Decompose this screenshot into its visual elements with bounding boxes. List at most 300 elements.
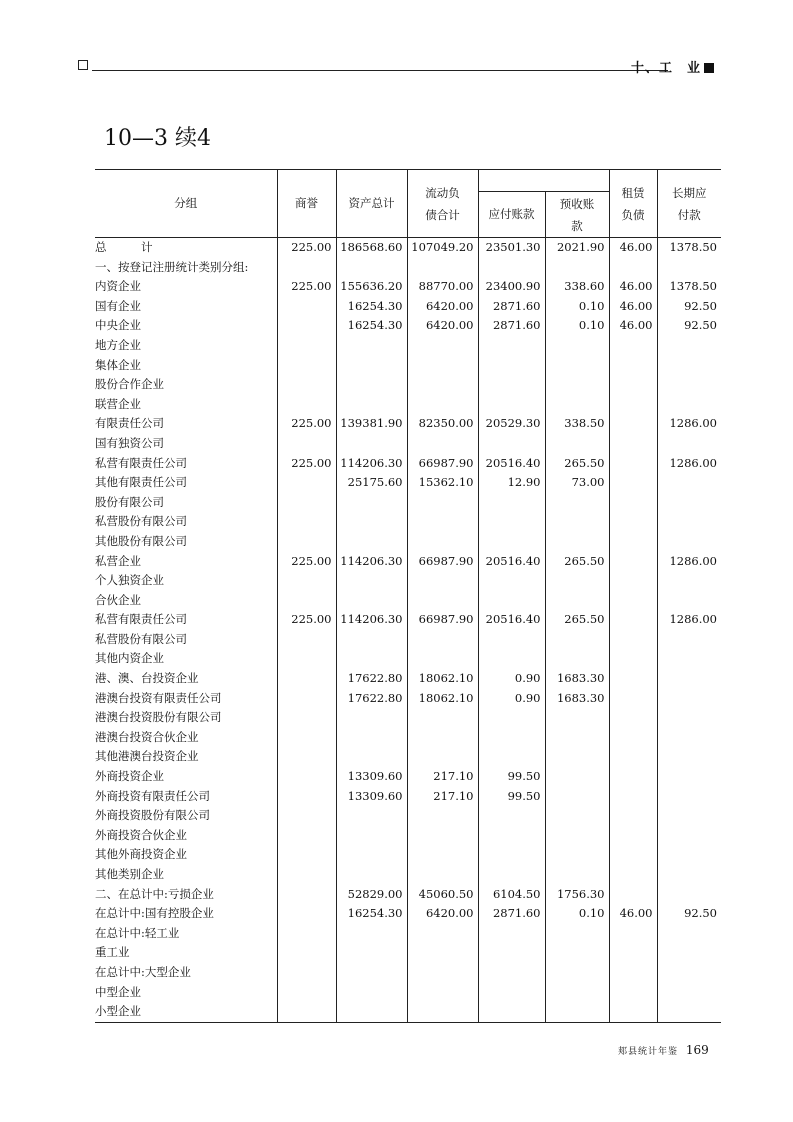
cell-advance-receipts	[545, 747, 609, 767]
cell-goodwill	[277, 963, 336, 983]
cell-lease-liabilities	[609, 473, 657, 493]
row-label: 港、澳、台投资企业	[95, 671, 199, 686]
cell-accounts-payable	[478, 826, 545, 846]
cell-long-term-payables	[657, 826, 721, 846]
cell-current-liabilities	[407, 865, 478, 885]
cell-goodwill	[277, 591, 336, 611]
cell-goodwill	[277, 316, 336, 336]
cell-long-term-payables	[657, 434, 721, 454]
cell-advance-receipts	[545, 865, 609, 885]
cell-advance-receipts	[545, 512, 609, 532]
col-header-group-blank	[478, 170, 609, 192]
cell-total-assets	[336, 728, 407, 748]
cell-total-assets: 13309.60	[336, 767, 407, 787]
cell-advance-receipts: 1683.30	[545, 689, 609, 709]
cell-lease-liabilities	[609, 689, 657, 709]
cell-current-liabilities	[407, 375, 478, 395]
cell-current-liabilities: 66987.90	[407, 454, 478, 474]
cell-long-term-payables	[657, 728, 721, 748]
cell-current-liabilities: 66987.90	[407, 552, 478, 572]
table-row	[95, 806, 721, 826]
cell-total-assets	[336, 356, 407, 376]
cell-long-term-payables	[657, 258, 721, 278]
header-rule	[92, 70, 668, 71]
cell-lease-liabilities	[609, 434, 657, 454]
cell-goodwill	[277, 336, 336, 356]
cell-advance-receipts	[545, 924, 609, 944]
col-header-accounts-payable: 应付账款	[478, 192, 545, 238]
row-label: 外商投资企业	[95, 769, 164, 784]
cell-long-term-payables	[657, 473, 721, 493]
cell-lease-liabilities	[609, 885, 657, 905]
cell-accounts-payable	[478, 630, 545, 650]
cell-accounts-payable: 0.90	[478, 669, 545, 689]
cell-total-assets	[336, 395, 407, 415]
cell-goodwill	[277, 845, 336, 865]
cell-goodwill	[277, 826, 336, 846]
table-title: 10—3 续4	[104, 126, 211, 151]
cell-lease-liabilities: 46.00	[609, 297, 657, 317]
cell-goodwill	[277, 806, 336, 826]
row-label: 国有企业	[95, 298, 141, 313]
cell-advance-receipts	[545, 591, 609, 611]
row-label: 港澳台投资合伙企业	[95, 729, 199, 744]
cell-current-liabilities	[407, 649, 478, 669]
cell-accounts-payable: 2871.60	[478, 297, 545, 317]
cell-lease-liabilities	[609, 395, 657, 415]
cell-long-term-payables	[657, 649, 721, 669]
table-row	[95, 983, 721, 1003]
cell-advance-receipts	[545, 826, 609, 846]
cell-current-liabilities	[407, 356, 478, 376]
cell-total-assets	[336, 845, 407, 865]
data-table	[95, 169, 721, 1023]
cell-long-term-payables	[657, 689, 721, 709]
page-number: 169	[685, 1043, 709, 1057]
col-header-goodwill: 商誉	[277, 170, 336, 238]
cell-lease-liabilities	[609, 669, 657, 689]
cell-lease-liabilities	[609, 493, 657, 513]
cell-goodwill	[277, 983, 336, 1003]
cell-accounts-payable	[478, 865, 545, 885]
cell-goodwill: 225.00	[277, 238, 336, 258]
cell-long-term-payables: 92.50	[657, 316, 721, 336]
row-label: 私营有限责任公司	[95, 455, 187, 470]
row-label: 其他类别企业	[95, 867, 164, 881]
cell-lease-liabilities	[609, 512, 657, 532]
cell-accounts-payable	[478, 336, 545, 356]
cell-current-liabilities: 82350.00	[407, 414, 478, 434]
cell-lease-liabilities	[609, 826, 657, 846]
cell-accounts-payable	[478, 983, 545, 1003]
cell-total-assets: 114206.30	[336, 610, 407, 630]
cell-accounts-payable	[478, 943, 545, 963]
cell-goodwill	[277, 493, 336, 513]
cell-goodwill	[277, 356, 336, 376]
cell-total-assets	[336, 708, 407, 728]
cell-lease-liabilities	[609, 963, 657, 983]
col-header-total-assets: 资产总计	[336, 170, 407, 238]
row-label: 外商投资合伙企业	[95, 827, 187, 842]
table-body	[95, 238, 721, 1023]
cell-goodwill: 225.00	[277, 414, 336, 434]
cell-current-liabilities: 217.10	[407, 767, 478, 787]
cell-advance-receipts: 338.60	[545, 277, 609, 297]
section-title-text: 十、工 业	[630, 61, 701, 76]
cell-accounts-payable	[478, 924, 545, 944]
cell-advance-receipts	[545, 806, 609, 826]
cell-advance-receipts: 0.10	[545, 316, 609, 336]
cell-accounts-payable	[478, 356, 545, 376]
cell-current-liabilities	[407, 630, 478, 650]
table-row	[95, 356, 721, 376]
table-row	[95, 610, 721, 630]
cell-goodwill	[277, 571, 336, 591]
table-row	[95, 787, 721, 807]
cell-goodwill	[277, 297, 336, 317]
cell-lease-liabilities	[609, 983, 657, 1003]
cell-goodwill	[277, 924, 336, 944]
cell-total-assets	[336, 512, 407, 532]
row-label: 其他外商投资企业	[95, 847, 187, 862]
cell-advance-receipts	[545, 1002, 609, 1022]
cell-advance-receipts	[545, 395, 609, 415]
cell-current-liabilities: 18062.10	[407, 669, 478, 689]
cell-advance-receipts	[545, 532, 609, 552]
cell-long-term-payables: 1286.00	[657, 414, 721, 434]
row-label: 股份合作企业	[95, 377, 164, 392]
table-row	[95, 512, 721, 532]
table-row	[95, 767, 721, 787]
cell-accounts-payable: 20516.40	[478, 610, 545, 630]
cell-current-liabilities	[407, 826, 478, 846]
cell-lease-liabilities	[609, 845, 657, 865]
cell-current-liabilities	[407, 336, 478, 356]
cell-accounts-payable	[478, 532, 545, 552]
cell-current-liabilities: 6420.00	[407, 316, 478, 336]
col-header-group: 分组	[95, 170, 277, 238]
cell-total-assets: 114206.30	[336, 454, 407, 474]
cell-goodwill	[277, 943, 336, 963]
cell-total-assets	[336, 1002, 407, 1022]
cell-accounts-payable: 20516.40	[478, 454, 545, 474]
table-row	[95, 669, 721, 689]
cell-accounts-payable	[478, 375, 545, 395]
cell-accounts-payable	[478, 806, 545, 826]
row-label: 重工业	[95, 945, 130, 960]
cell-accounts-payable: 6104.50	[478, 885, 545, 905]
cell-total-assets	[336, 747, 407, 767]
cell-lease-liabilities	[609, 649, 657, 669]
cell-current-liabilities: 6420.00	[407, 904, 478, 924]
cell-accounts-payable	[478, 591, 545, 611]
cell-goodwill: 225.00	[277, 277, 336, 297]
cell-long-term-payables: 92.50	[657, 904, 721, 924]
cell-current-liabilities	[407, 258, 478, 278]
cell-goodwill	[277, 904, 336, 924]
cell-current-liabilities	[407, 1002, 478, 1022]
cell-total-assets: 16254.30	[336, 904, 407, 924]
row-label: 集体企业	[95, 357, 141, 372]
row-label: 在总计中:国有控股企业	[95, 906, 214, 921]
cell-advance-receipts: 73.00	[545, 473, 609, 493]
page-footer	[618, 1043, 709, 1057]
table-row	[95, 630, 721, 650]
row-label: 中型企业	[95, 984, 141, 999]
table-row	[95, 473, 721, 493]
header-box-icon	[78, 60, 88, 70]
cell-goodwill: 225.00	[277, 610, 336, 630]
cell-advance-receipts: 0.10	[545, 904, 609, 924]
row-label: 在总计中:大型企业	[95, 964, 191, 979]
cell-advance-receipts	[545, 571, 609, 591]
row-label: 总 计	[95, 240, 153, 254]
cell-advance-receipts: 265.50	[545, 454, 609, 474]
row-label: 外商投资股份有限公司	[95, 808, 210, 823]
table-row	[95, 591, 721, 611]
cell-current-liabilities	[407, 512, 478, 532]
cell-current-liabilities	[407, 708, 478, 728]
col-header-long-term-payables-text: 长期应付款	[672, 185, 707, 222]
cell-accounts-payable	[478, 258, 545, 278]
cell-long-term-payables	[657, 630, 721, 650]
col-header-current-liabilities-text: 流动负债合计	[425, 185, 460, 222]
cell-advance-receipts	[545, 493, 609, 513]
row-label: 有限责任公司	[95, 416, 164, 431]
cell-advance-receipts	[545, 434, 609, 454]
col-header-advance-receipts	[545, 192, 609, 238]
cell-advance-receipts: 2021.90	[545, 238, 609, 258]
cell-total-assets	[336, 963, 407, 983]
cell-current-liabilities	[407, 963, 478, 983]
table-row	[95, 826, 721, 846]
cell-accounts-payable	[478, 708, 545, 728]
cell-long-term-payables	[657, 336, 721, 356]
cell-long-term-payables	[657, 1002, 721, 1022]
cell-goodwill	[277, 767, 336, 787]
cell-total-assets	[336, 258, 407, 278]
cell-accounts-payable: 23400.90	[478, 277, 545, 297]
cell-total-assets	[336, 806, 407, 826]
cell-lease-liabilities: 46.00	[609, 238, 657, 258]
cell-advance-receipts	[545, 963, 609, 983]
cell-accounts-payable	[478, 434, 545, 454]
cell-advance-receipts	[545, 258, 609, 278]
cell-long-term-payables	[657, 512, 721, 532]
cell-goodwill	[277, 728, 336, 748]
running-header	[78, 60, 714, 74]
cell-total-assets	[336, 591, 407, 611]
cell-lease-liabilities	[609, 454, 657, 474]
table-row	[95, 434, 721, 454]
row-label: 合伙企业	[95, 592, 141, 607]
cell-advance-receipts: 265.50	[545, 610, 609, 630]
cell-long-term-payables	[657, 532, 721, 552]
cell-total-assets	[336, 493, 407, 513]
cell-advance-receipts	[545, 845, 609, 865]
table-row	[95, 649, 721, 669]
cell-current-liabilities	[407, 747, 478, 767]
cell-lease-liabilities	[609, 630, 657, 650]
cell-lease-liabilities	[609, 728, 657, 748]
cell-total-assets: 186568.60	[336, 238, 407, 258]
cell-goodwill	[277, 473, 336, 493]
table-row	[95, 865, 721, 885]
row-label: 个人独资企业	[95, 573, 164, 588]
cell-goodwill	[277, 434, 336, 454]
cell-goodwill	[277, 708, 336, 728]
table-row	[95, 493, 721, 513]
table-row	[95, 885, 721, 905]
row-label: 私营企业	[95, 553, 141, 568]
row-label: 其他有限责任公司	[95, 475, 187, 490]
col-header-lease-liabilities	[609, 170, 657, 238]
cell-lease-liabilities	[609, 767, 657, 787]
cell-current-liabilities	[407, 395, 478, 415]
table-row	[95, 747, 721, 767]
cell-total-assets: 17622.80	[336, 669, 407, 689]
cell-long-term-payables	[657, 571, 721, 591]
cell-goodwill	[277, 747, 336, 767]
cell-lease-liabilities	[609, 787, 657, 807]
cell-advance-receipts: 1756.30	[545, 885, 609, 905]
table-row	[95, 297, 721, 317]
row-label: 内资企业	[95, 279, 141, 294]
table-row	[95, 552, 721, 572]
cell-accounts-payable: 2871.60	[478, 316, 545, 336]
cell-long-term-payables	[657, 865, 721, 885]
cell-goodwill: 225.00	[277, 454, 336, 474]
cell-long-term-payables	[657, 963, 721, 983]
footer-book-name: 郏县统计年鉴	[618, 1047, 679, 1057]
cell-total-assets	[336, 571, 407, 591]
cell-current-liabilities	[407, 493, 478, 513]
row-label: 股份有限公司	[95, 494, 164, 509]
cell-current-liabilities	[407, 571, 478, 591]
cell-lease-liabilities	[609, 336, 657, 356]
cell-current-liabilities: 217.10	[407, 787, 478, 807]
cell-current-liabilities: 107049.20	[407, 238, 478, 258]
cell-total-assets	[336, 375, 407, 395]
cell-long-term-payables	[657, 924, 721, 944]
row-label: 一、按登记注册统计类别分组:	[95, 259, 249, 274]
col-header-lease-liabilities-text: 租赁负债	[621, 185, 645, 222]
table-row	[95, 963, 721, 983]
table-row	[95, 708, 721, 728]
cell-long-term-payables	[657, 708, 721, 728]
cell-lease-liabilities: 46.00	[609, 316, 657, 336]
cell-current-liabilities: 66987.90	[407, 610, 478, 630]
cell-accounts-payable	[478, 512, 545, 532]
cell-long-term-payables	[657, 983, 721, 1003]
cell-goodwill	[277, 375, 336, 395]
cell-current-liabilities: 18062.10	[407, 689, 478, 709]
cell-accounts-payable	[478, 571, 545, 591]
cell-total-assets	[336, 983, 407, 1003]
table-row	[95, 728, 721, 748]
cell-accounts-payable	[478, 493, 545, 513]
table-row	[95, 943, 721, 963]
cell-current-liabilities	[407, 943, 478, 963]
table-row	[95, 395, 721, 415]
cell-advance-receipts	[545, 375, 609, 395]
cell-lease-liabilities	[609, 806, 657, 826]
table-row	[95, 532, 721, 552]
cell-accounts-payable: 20529.30	[478, 414, 545, 434]
table-row	[95, 571, 721, 591]
cell-current-liabilities	[407, 532, 478, 552]
cell-lease-liabilities: 46.00	[609, 277, 657, 297]
cell-lease-liabilities	[609, 943, 657, 963]
cell-advance-receipts	[545, 943, 609, 963]
row-label: 私营有限责任公司	[95, 612, 187, 627]
cell-lease-liabilities	[609, 1002, 657, 1022]
cell-lease-liabilities	[609, 591, 657, 611]
cell-long-term-payables: 1286.00	[657, 454, 721, 474]
cell-total-assets	[336, 865, 407, 885]
cell-goodwill	[277, 532, 336, 552]
table-row	[95, 277, 721, 297]
cell-accounts-payable	[478, 845, 545, 865]
cell-goodwill	[277, 885, 336, 905]
cell-advance-receipts: 338.50	[545, 414, 609, 434]
cell-long-term-payables	[657, 885, 721, 905]
cell-goodwill	[277, 630, 336, 650]
cell-long-term-payables: 1378.50	[657, 277, 721, 297]
cell-lease-liabilities	[609, 375, 657, 395]
cell-lease-liabilities	[609, 532, 657, 552]
cell-long-term-payables: 92.50	[657, 297, 721, 317]
cell-current-liabilities	[407, 983, 478, 1003]
row-label: 小型企业	[95, 1002, 277, 1022]
cell-total-assets	[336, 649, 407, 669]
table-row	[95, 1002, 721, 1022]
cell-long-term-payables	[657, 669, 721, 689]
row-label: 二、在总计中:亏损企业	[95, 886, 214, 901]
cell-total-assets	[336, 532, 407, 552]
cell-total-assets	[336, 943, 407, 963]
cell-lease-liabilities	[609, 414, 657, 434]
cell-total-assets: 114206.30	[336, 552, 407, 572]
cell-current-liabilities	[407, 434, 478, 454]
cell-lease-liabilities	[609, 747, 657, 767]
table-row	[95, 845, 721, 865]
row-label: 联营企业	[95, 396, 141, 411]
table-row	[95, 454, 721, 474]
row-label: 港澳台投资有限责任公司	[95, 690, 222, 705]
section-title	[631, 57, 714, 76]
row-label: 其他内资企业	[95, 651, 164, 666]
table-row	[95, 258, 721, 278]
cell-goodwill	[277, 1002, 336, 1022]
cell-long-term-payables	[657, 356, 721, 376]
cell-current-liabilities: 6420.00	[407, 297, 478, 317]
cell-total-assets	[336, 336, 407, 356]
col-header-long-term-payables	[657, 170, 721, 238]
cell-lease-liabilities: 46.00	[609, 904, 657, 924]
row-label: 其他股份有限公司	[95, 533, 187, 548]
cell-accounts-payable: 12.90	[478, 473, 545, 493]
cell-goodwill	[277, 649, 336, 669]
cell-total-assets	[336, 434, 407, 454]
row-label: 私营股份有限公司	[95, 514, 187, 529]
cell-goodwill	[277, 669, 336, 689]
cell-long-term-payables	[657, 395, 721, 415]
table-row	[95, 336, 721, 356]
cell-accounts-payable	[478, 395, 545, 415]
row-label: 其他港澳台投资企业	[95, 749, 199, 764]
col-header-current-liabilities	[407, 170, 478, 238]
